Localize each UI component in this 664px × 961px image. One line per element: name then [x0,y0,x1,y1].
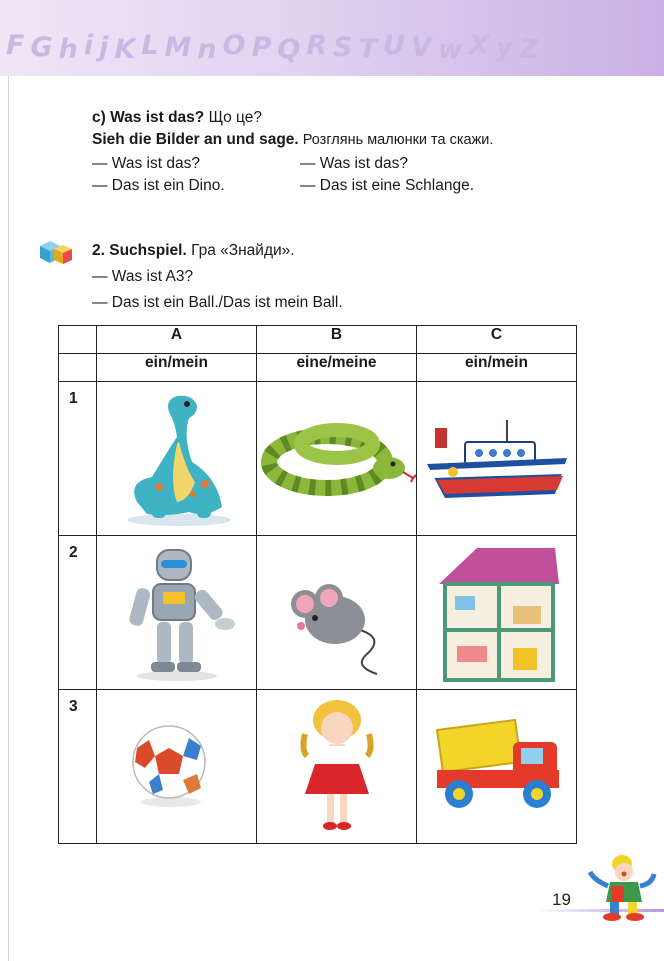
cell-b2 [257,536,417,690]
picture-row-1 [59,382,577,536]
margin-line [8,76,9,961]
mouse-icon [257,536,417,689]
column-header-b: B [257,326,417,354]
article-b: eine/meine [257,354,417,382]
dialog-question-2: — Was ist das? [300,155,408,172]
row-number-cell [59,690,97,844]
column-header-c: C [417,326,577,354]
picture-row-3 [59,690,577,844]
task-question: — Was ist A3? [92,268,194,285]
cell-a3 [97,690,257,844]
column-header-row [59,326,577,354]
article-a: ein/mein [97,354,257,382]
row-number-cell [59,382,97,536]
task-title-ukrainian: Гра «Знайди». [186,242,295,259]
alphabet-letter: S [333,32,354,63]
doll-icon [257,690,417,843]
dinosaur-icon [97,382,257,535]
alphabet-letter: y [495,32,515,63]
game-cubes-icon [38,236,74,266]
title-german: c) Was ist das? [92,109,205,126]
corner-cell-2 [59,354,97,382]
cell-c3 [417,690,577,844]
cell-a1 [97,382,257,536]
dialog-answer-2: — Das ist eine Schlange. [300,177,475,194]
alphabet-letter: L [141,30,160,61]
alphabet-letter: j [99,32,110,63]
cell-c2 [417,536,577,690]
article-row [59,354,577,382]
alphabet-letter: Z [519,34,540,65]
ball-icon [97,690,257,843]
header-band [0,0,664,76]
alphabet-letter: X [468,30,491,61]
task-2-title [92,238,612,264]
row-number-cell [59,536,97,690]
alphabet-letter: V [410,32,433,63]
alphabet-letter: h [58,34,79,65]
alphabet-letter: T [358,34,379,65]
row-number: 2 [69,544,78,561]
alphabet-letter: w [437,34,464,65]
dialog-question-1: — Was ist das? [92,155,200,172]
column-header-a: A [97,326,257,354]
picture-row-2 [59,536,577,690]
cell-c1 [417,382,577,536]
alphabet-letter: U [383,30,406,61]
alphabet-letter: F [6,30,26,61]
alphabet-letter: O [222,30,247,61]
example-dialog [92,153,612,197]
task-answer: — Das ist ein Ball./Das ist mein Ball. [92,294,343,311]
robot-icon [97,536,257,689]
row-number: 3 [69,698,78,715]
cell-a2 [97,536,257,690]
cell-b3 [257,690,417,844]
alphabet-letter: P [251,32,273,63]
cell-b1 [257,382,417,536]
section-c-instruction [92,129,612,151]
alphabet-letter: M [164,32,193,63]
article-c: ein/mein [417,354,577,382]
search-game-grid [58,325,577,844]
alphabet-decoration [6,32,658,72]
alphabet-letter: i [83,30,95,61]
alphabet-letter: Q [277,34,302,65]
corner-cell [59,326,97,354]
dialog-answer-1: — Das ist ein Dino. [92,177,225,194]
alphabet-letter: G [30,32,54,63]
instruction-german: Sieh die Bilder an und sage. [92,131,299,148]
clown-icon [580,850,660,922]
page-number: 19 [552,890,571,909]
dollhouse-icon [417,536,577,689]
instruction-ukrainian: Розглянь малюнки та скажи. [298,132,494,148]
task-title-german: 2. Suchspiel. [92,242,187,259]
row-number: 1 [69,390,78,407]
snake-icon [257,382,417,535]
ship-icon [417,382,577,535]
task-2 [92,238,612,316]
title-ukrainian: Що це? [204,109,262,126]
section-c [92,107,612,197]
section-c-title [92,107,612,129]
alphabet-letter: n [197,34,218,65]
alphabet-letter: R [306,30,329,61]
truck-icon [417,690,577,843]
alphabet-letter: K [114,34,137,65]
